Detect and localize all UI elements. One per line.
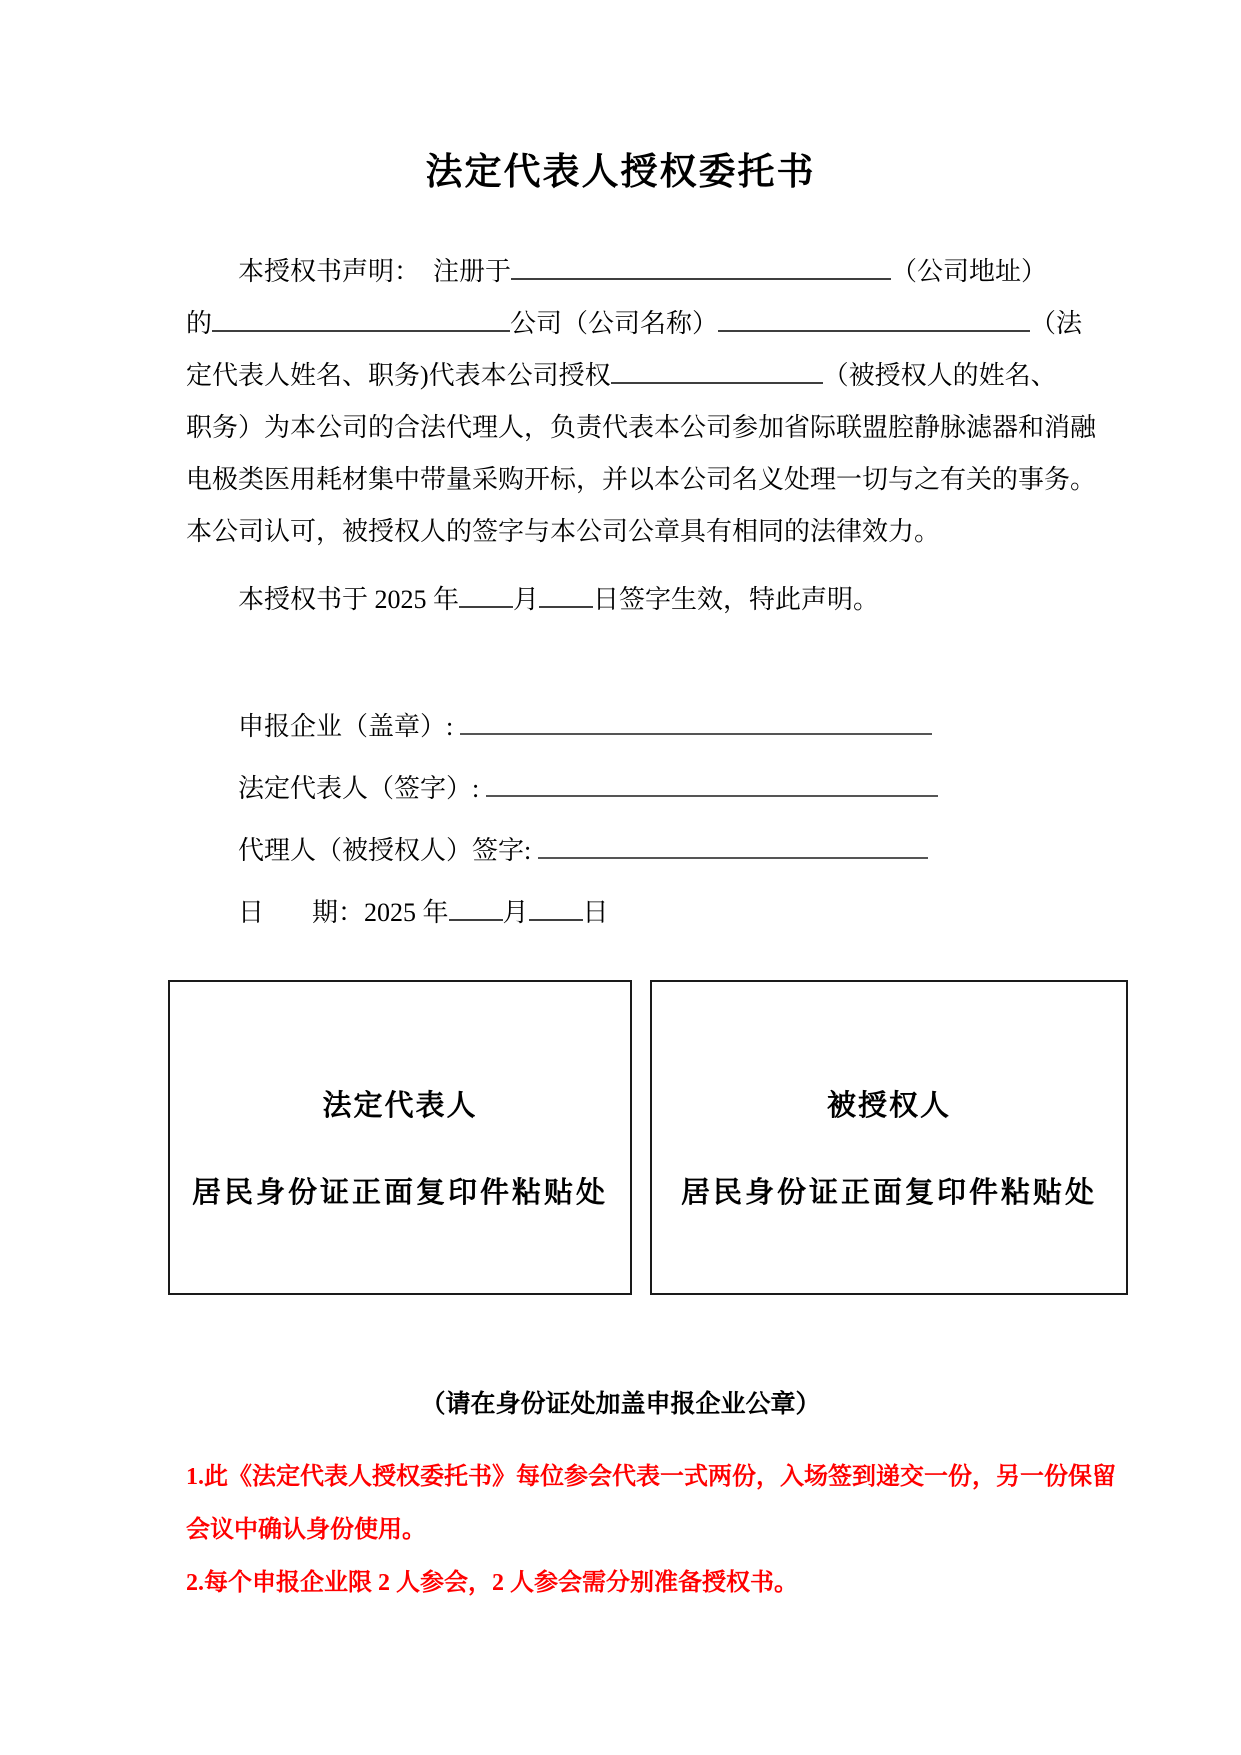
company-seal-blank <box>460 708 932 735</box>
authorized-person-id-paste-box <box>650 980 1128 1295</box>
authorized-person-blank <box>611 357 823 384</box>
text-run: 本授权书于 2025 年 <box>238 585 460 614</box>
effective-month-blank <box>459 581 513 608</box>
text-run: 定代表人姓名、职务)代表本公司授权 <box>186 361 611 390</box>
date-day-blank <box>529 894 583 921</box>
text-run: （公司地址） <box>891 257 1048 286</box>
company-address-blank <box>511 253 891 280</box>
company-name-blank <box>212 305 510 332</box>
seal-instruction-note: （请在身份证处加盖申报企业公章） <box>420 1391 821 1418</box>
document-title: 法定代表人授权委托书 <box>425 152 816 193</box>
id-paste-boxes-row <box>168 980 1128 1295</box>
date-label-day-char: 日 <box>238 898 265 927</box>
statement-line-5: 电极类医用耗材集中带量采购开标，并以本公司名义处理一切与之有关的事务。 <box>186 465 1097 494</box>
red-notes <box>186 1451 1116 1610</box>
statement-line-6: 本公司认可，被授权人的签字与本公司公章具有相同的法律效力。 <box>186 517 941 546</box>
red-note-line-2: 会议中确认身份使用。 <box>186 1517 426 1543</box>
date-label: 期：2025 年 <box>312 898 449 927</box>
date-month-label: 月 <box>502 898 529 927</box>
agent-signature-blank <box>538 832 928 859</box>
paste-box-title: 被授权人 <box>826 1089 951 1122</box>
statement-line-1 <box>186 246 1065 298</box>
text-run: 的 <box>186 309 213 338</box>
effective-date-line <box>186 574 1065 626</box>
statement-line-2 <box>186 298 1083 350</box>
legal-rep-signature-line <box>238 758 1065 820</box>
text-run: 日签字生效，特此声明。 <box>593 585 880 614</box>
declaration-paragraph <box>186 246 1097 558</box>
paste-box-title: 法定代表人 <box>322 1089 478 1122</box>
signature-block <box>186 696 1065 944</box>
agent-sign-label: 代理人（被授权人）签字: <box>238 836 532 865</box>
text-run: 公司（公司名称） <box>510 309 719 338</box>
red-note-line-1: 1.此《法定代表人授权委托书》每位参会代表一式两份，入场签到递交一份，另一份保留 <box>186 1464 1116 1490</box>
date-line <box>238 882 1065 944</box>
text-run: 月 <box>513 585 540 614</box>
date-day-label: 日 <box>582 898 609 927</box>
authorization-statement <box>186 246 1097 626</box>
statement-line-4: 职务）为本公司的合法代理人，负责代表本公司参加省际联盟腔静脉滤器和消融 <box>186 413 1097 442</box>
paste-box-subtitle: 居民身份证正面复印件粘贴处 <box>680 1176 1097 1209</box>
statement-line-3 <box>186 350 1065 402</box>
legal-rep-signature-blank <box>486 770 938 797</box>
legal-rep-id-paste-box <box>168 980 632 1295</box>
text-run: （法 <box>1030 309 1083 338</box>
text-run: 本授权书声明： 注册于 <box>238 257 512 286</box>
text-run: （被授权人的姓名、 <box>822 361 1057 390</box>
date-month-blank <box>449 894 503 921</box>
red-note-line-3: 2.每个申报企业限 2 人参会，2 人参会需分别准备授权书。 <box>186 1570 798 1596</box>
agent-signature-line <box>238 820 1065 882</box>
effective-day-blank <box>539 581 593 608</box>
company-seal-line <box>238 696 1065 758</box>
effective-date-paragraph <box>186 574 1065 626</box>
paste-box-subtitle: 居民身份证正面复印件粘贴处 <box>191 1176 608 1209</box>
legal-rep-name-blank <box>718 305 1030 332</box>
legal-rep-sign-label: 法定代表人（签字）: <box>238 774 480 803</box>
company-seal-label: 申报企业（盖章）: <box>238 712 454 741</box>
